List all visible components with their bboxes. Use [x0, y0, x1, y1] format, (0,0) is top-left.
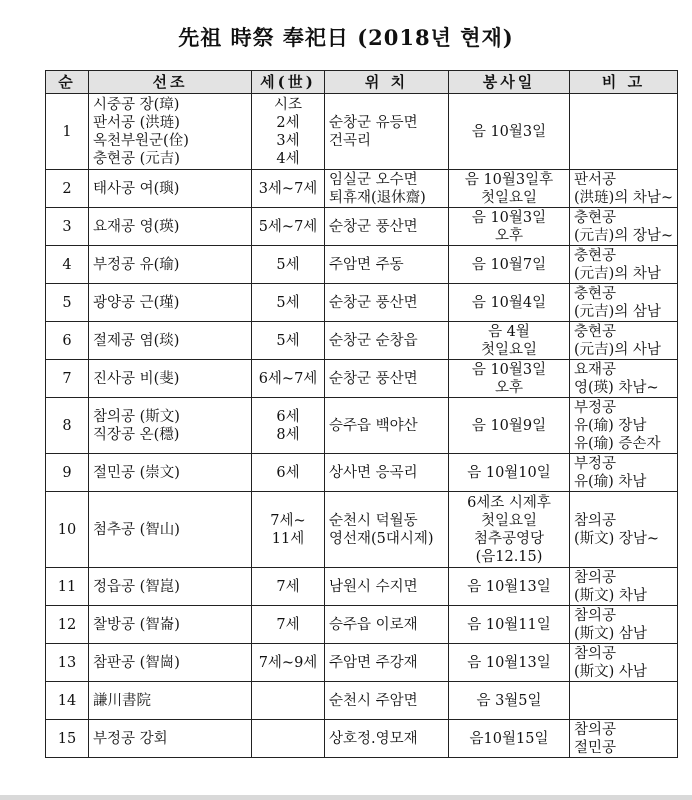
note-line: 판서공: [574, 171, 617, 188]
location-line: 임실군 오수면: [329, 171, 418, 188]
sacrifice-date-cell: [449, 94, 570, 170]
location-line: 순천시 주암면: [329, 692, 418, 709]
table-row: [46, 284, 678, 322]
table-row: [46, 360, 678, 398]
ancestor-name-cell: [89, 398, 252, 454]
ancestor-name-line: 태사공 여(璵): [93, 180, 180, 197]
generation-line: 6세~7세: [258, 370, 318, 387]
generation-cell: [252, 644, 325, 682]
location-cell: [325, 360, 449, 398]
sacrifice-date-line: 음 10월7일: [471, 256, 547, 273]
location-line: 주암면 주강재: [329, 654, 418, 671]
location-cell: [325, 246, 449, 284]
sacrifice-date-cell: [449, 454, 570, 492]
table-row: [46, 398, 678, 454]
note-cell: [570, 568, 678, 606]
sacrifice-date-cell: [449, 360, 570, 398]
location-line: 순창군 풍산면: [329, 294, 418, 311]
location-cell: [325, 644, 449, 682]
note-line: (元吉)의 장남~: [574, 227, 674, 244]
sacrifice-date-cell: [449, 398, 570, 454]
header-note: 비 고: [570, 71, 678, 94]
ancestor-name-cell: [89, 454, 252, 492]
note-cell: [570, 682, 678, 720]
note-line: 충현공: [574, 209, 617, 226]
location-cell: [325, 454, 449, 492]
note-line: 유(瑜) 차남: [574, 473, 647, 490]
ancestor-name-line: 절민공 (崇文): [93, 464, 180, 481]
sacrifice-date-line: 첫일요일: [480, 341, 538, 358]
row-number-cell: 5: [46, 284, 89, 322]
note-line: 참의공: [574, 569, 617, 586]
sacrifice-date-line: 음 10월4일: [471, 294, 547, 311]
sacrifice-date-line: 첨추공영당: [473, 530, 545, 547]
table-row: [46, 454, 678, 492]
generation-line: 5세~7세: [258, 218, 318, 235]
ancestor-name-line: 절제공 염(琰): [93, 332, 180, 349]
generation-cell: [252, 284, 325, 322]
note-line: 참의공: [574, 607, 617, 624]
ancestor-name-cell: [89, 644, 252, 682]
generation-cell: [252, 398, 325, 454]
generation-line: 4세: [276, 150, 300, 167]
table-row: [46, 682, 678, 720]
ancestor-name-cell: [89, 568, 252, 606]
sacrifice-date-line: 음 10월3일후: [464, 171, 554, 188]
generation-line: 6세: [276, 464, 300, 481]
location-line: 주암면 주동: [329, 256, 404, 273]
header-date: 봉사일: [449, 71, 570, 94]
sacrifice-date-line: 음 10월11일: [467, 616, 551, 633]
location-cell: [325, 208, 449, 246]
note-line: 충현공: [574, 285, 617, 302]
header-no: 순: [46, 71, 89, 94]
location-line: 영선재(5대시제): [329, 530, 434, 547]
sacrifice-date-line: 음 10월13일: [467, 654, 551, 671]
note-line: 부정공: [574, 399, 617, 416]
location-line: 건곡리: [329, 132, 372, 149]
generation-cell: [252, 720, 325, 758]
sacrifice-date-cell: [449, 568, 570, 606]
note-line: (元吉)의 사남: [574, 341, 661, 358]
location-cell: [325, 94, 449, 170]
ancestor-name-cell: [89, 94, 252, 170]
ancestor-name-cell: [89, 682, 252, 720]
note-line: 충현공: [574, 247, 617, 264]
location-cell: [325, 170, 449, 208]
note-line: (元吉)의 삼남: [574, 303, 661, 320]
ancestor-name-line: 부정공 강회: [93, 730, 168, 747]
table-row: [46, 246, 678, 284]
location-line: 상사면 응곡리: [329, 464, 418, 481]
note-line: (斯文) 사남: [574, 663, 647, 680]
sacrifice-schedule-table: [45, 70, 678, 758]
generation-cell: [252, 246, 325, 284]
sacrifice-date-cell: [449, 246, 570, 284]
generation-line: 5세: [276, 332, 300, 349]
note-cell: [570, 94, 678, 170]
ancestor-name-cell: [89, 322, 252, 360]
generation-cell: [252, 454, 325, 492]
generation-line: 3세~7세: [258, 180, 318, 197]
location-cell: [325, 606, 449, 644]
note-line: 참의공: [574, 721, 617, 738]
note-cell: [570, 398, 678, 454]
sacrifice-date-line: 음 10월13일: [467, 578, 551, 595]
generation-line: 5세: [276, 256, 300, 273]
sacrifice-date-line: 음 10월3일: [471, 123, 547, 140]
generation-cell: [252, 208, 325, 246]
header-location: 위 치: [325, 71, 449, 94]
ancestor-name-cell: [89, 246, 252, 284]
sacrifice-date-cell: [449, 322, 570, 360]
ancestor-name-line: 충현공 (元吉): [93, 150, 180, 167]
row-number-cell: 12: [46, 606, 89, 644]
note-cell: [570, 360, 678, 398]
ancestor-name-line: 부정공 유(瑜): [93, 256, 180, 273]
note-line: 부정공: [574, 455, 617, 472]
sacrifice-date-cell: [449, 606, 570, 644]
location-line: 상호정.영모재: [329, 730, 418, 747]
generation-cell: [252, 682, 325, 720]
location-cell: [325, 492, 449, 568]
ancestor-name-line: 요재공 영(瑛): [93, 218, 180, 235]
ancestor-name-line: 참의공 (斯文): [93, 408, 180, 425]
location-line: 순창군 유등면: [329, 114, 418, 131]
ancestor-name-line: 참판공 (智崗): [93, 654, 180, 671]
row-number-cell: 1: [46, 94, 89, 170]
location-cell: [325, 322, 449, 360]
row-number-cell: 8: [46, 398, 89, 454]
note-cell: [570, 644, 678, 682]
sacrifice-date-line: 오후: [494, 379, 523, 396]
note-line: (斯文) 삼남: [574, 625, 647, 642]
table-row: [46, 644, 678, 682]
note-line: 참의공: [574, 512, 617, 529]
sacrifice-date-line: 음 10월9일: [471, 417, 547, 434]
generation-line: 2세: [276, 114, 300, 131]
table-row: [46, 720, 678, 758]
location-cell: [325, 568, 449, 606]
header-generation: 세(世): [252, 71, 325, 94]
location-line: 순천시 덕월동: [329, 512, 418, 529]
location-line: 승주읍 이로재: [329, 616, 418, 633]
generation-line: 11세: [271, 530, 305, 547]
generation-cell: [252, 94, 325, 170]
ancestor-name-line: 찰방공 (智崙): [93, 616, 180, 633]
location-cell: [325, 720, 449, 758]
location-cell: [325, 682, 449, 720]
table-row: [46, 492, 678, 568]
row-number-cell: 7: [46, 360, 89, 398]
sacrifice-date-cell: [449, 682, 570, 720]
sacrifice-date-line: (음12.15): [475, 548, 543, 565]
row-number-cell: 11: [46, 568, 89, 606]
sacrifice-date-cell: [449, 284, 570, 322]
table-header-row: [46, 71, 678, 94]
ancestor-name-line: 광양공 근(瑾): [93, 294, 180, 311]
row-number-cell: 3: [46, 208, 89, 246]
ancestor-name-line: 시중공 장(璋): [93, 96, 180, 113]
note-cell: [570, 208, 678, 246]
row-number-cell: 10: [46, 492, 89, 568]
generation-line: 7세~: [270, 512, 306, 529]
table-row: [46, 94, 678, 170]
generation-cell: [252, 568, 325, 606]
note-line: 요재공: [574, 361, 617, 378]
note-line: 유(瑜) 증손자: [574, 435, 661, 452]
page-title: 先祖 時祭 奉祀日 (2018년 현재): [178, 25, 514, 50]
row-number-cell: 9: [46, 454, 89, 492]
sacrifice-date-line: 음 3월5일: [476, 692, 542, 709]
table-row: [46, 208, 678, 246]
generation-line: 8세: [276, 426, 300, 443]
note-cell: [570, 720, 678, 758]
sacrifice-date-cell: [449, 720, 570, 758]
note-cell: [570, 322, 678, 360]
generation-line: 시조: [273, 96, 302, 113]
location-cell: [325, 284, 449, 322]
sacrifice-date-line: 음10월15일: [469, 730, 549, 747]
ancestor-name-line: 정읍공 (智崑): [93, 578, 180, 595]
sacrifice-date-line: 첫일요일: [480, 189, 538, 206]
sacrifice-date-line: 음 4월: [488, 323, 530, 340]
location-line: 순창군 풍산면: [329, 370, 418, 387]
ancestor-name-cell: [89, 360, 252, 398]
ancestor-name-cell: [89, 208, 252, 246]
ancestor-name-line: 첨추공 (智山): [93, 521, 180, 538]
ancestor-name-cell: [89, 170, 252, 208]
note-line: 충현공: [574, 323, 617, 340]
note-cell: [570, 284, 678, 322]
note-line: (洪琏)의 차남~: [574, 189, 674, 206]
generation-line: 3세: [276, 132, 300, 149]
sacrifice-date-line: 음 10월3일: [471, 209, 547, 226]
ancestor-name-line: 옥천부원군(佺): [93, 132, 189, 149]
sacrifice-date-line: 오후: [494, 227, 523, 244]
generation-cell: [252, 492, 325, 568]
row-number-cell: 15: [46, 720, 89, 758]
sacrifice-date-cell: [449, 208, 570, 246]
ancestor-name-cell: [89, 284, 252, 322]
table-row: [46, 170, 678, 208]
note-line: (斯文) 장남~: [574, 530, 660, 547]
row-number-cell: 2: [46, 170, 89, 208]
bottom-edge: [0, 795, 692, 800]
location-line: 남원시 수지면: [329, 578, 418, 595]
note-line: 영(瑛) 차남~: [574, 379, 659, 396]
generation-line: 6세: [276, 408, 300, 425]
note-cell: [570, 246, 678, 284]
sacrifice-date-line: 첫일요일: [480, 512, 538, 529]
note-line: 유(瑜) 장남: [574, 417, 647, 434]
ancestor-name-line: 진사공 비(斐): [93, 370, 180, 387]
note-cell: [570, 454, 678, 492]
location-line: 순창군 풍산면: [329, 218, 418, 235]
ancestor-name-line: 謙川書院: [93, 692, 151, 709]
row-number-cell: 14: [46, 682, 89, 720]
note-cell: [570, 606, 678, 644]
generation-cell: [252, 360, 325, 398]
row-number-cell: 13: [46, 644, 89, 682]
ancestor-name-line: 직장공 온(穩): [93, 426, 180, 443]
note-line: 절민공: [574, 739, 617, 756]
sacrifice-date-line: 음 10월10일: [467, 464, 551, 481]
location-line: 퇴휴재(退休齋): [329, 189, 426, 206]
generation-line: 7세: [276, 578, 300, 595]
generation-cell: [252, 322, 325, 360]
note-cell: [570, 492, 678, 568]
header-ancestor: 선조: [89, 71, 252, 94]
note-cell: [570, 170, 678, 208]
location-line: 순창군 순창읍: [329, 332, 418, 349]
location-cell: [325, 398, 449, 454]
sacrifice-date-cell: [449, 170, 570, 208]
sacrifice-date-cell: [449, 492, 570, 568]
ancestor-name-cell: [89, 720, 252, 758]
note-line: 참의공: [574, 645, 617, 662]
generation-line: 5세: [276, 294, 300, 311]
row-number-cell: 4: [46, 246, 89, 284]
ancestor-name-line: 판서공 (洪琏): [93, 114, 180, 131]
generation-line: 7세: [276, 616, 300, 633]
table-row: [46, 322, 678, 360]
ancestor-name-cell: [89, 606, 252, 644]
note-line: (元吉)의 차남: [574, 265, 661, 282]
sacrifice-date-line: 음 10월3일: [471, 361, 547, 378]
sacrifice-date-cell: [449, 644, 570, 682]
table-row: [46, 568, 678, 606]
generation-cell: [252, 606, 325, 644]
table-row: [46, 606, 678, 644]
generation-line: 7세~9세: [258, 654, 318, 671]
ancestor-name-cell: [89, 492, 252, 568]
note-line: (斯文) 차남: [574, 587, 647, 604]
row-number-cell: 6: [46, 322, 89, 360]
location-line: 승주읍 백야산: [329, 417, 418, 434]
generation-cell: [252, 170, 325, 208]
sacrifice-date-line: 6세조 시제후: [467, 494, 551, 511]
